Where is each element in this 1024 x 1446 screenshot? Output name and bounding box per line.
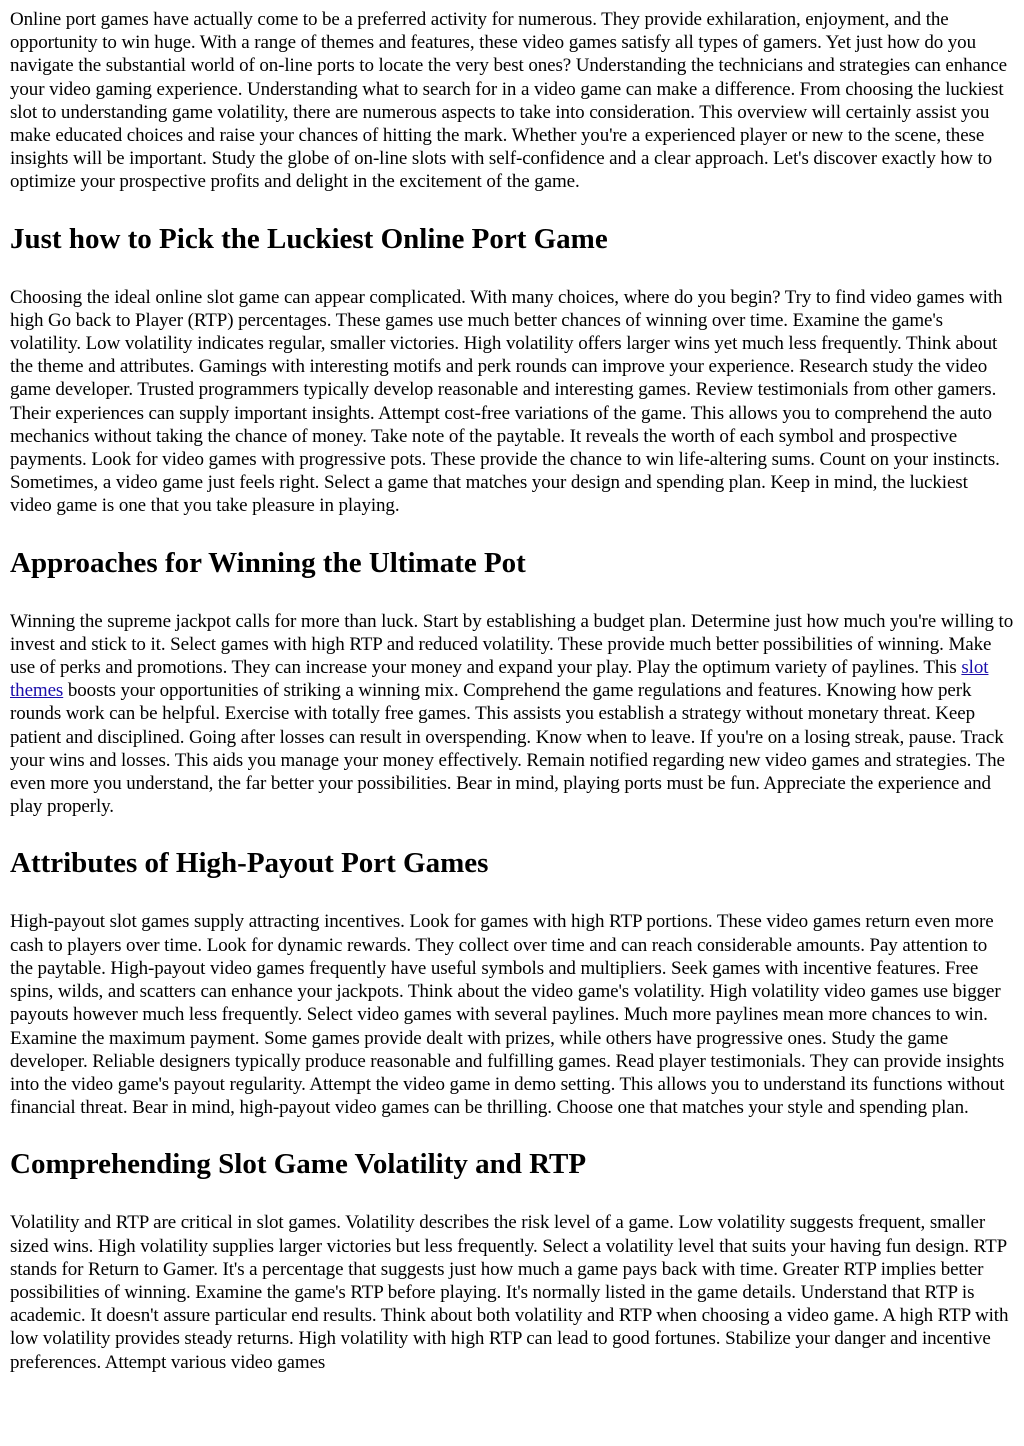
section-body-high-payout: High-payout slot games supply attracting incentives. Look for games with high RTP portions. These video games return even more cash to players over time. Look for dynamic rewards. They collect over time and can reach considerable amounts. Pay attention to the paytable. High-payout video games frequently have useful symbols and multipliers. Seek games with incentive features. Free spins, wilds, and scatters can enhance your jackpots. Think about the video game's volatility. High volatility video games use bigger payouts however much less frequently. Select video games with several paylines. Much more paylines mean more chances to win. Examine the maximum payment. Some games provide dealt with prizes, while others have progressive ones. Study the game developer. Reliable designers typically produce reasonable and fulfilling games. Read player testimonials. They can provide insights into the video game's payout regularity. Attempt the video game in demo setting. This allows you to understand its functions without financial threat. Bear in mind, high-payout video games can be thrilling. Choose one that matches your style and spending plan. [10,911,1005,1119]
section-body-winning-strategies [10,610,1014,819]
section-heading-winning-strategies: Approaches for Winning the Ultimate Pot [10,546,526,579]
section-heading-high-payout: Attributes of High-Payout Port Games [10,847,489,880]
slot-themes-link[interactable]: slot themes [10,657,989,702]
section-body-luckiest-game: Choosing the ideal online slot game can appear complicated. With many choices, where do you begin? Try to find video games with high Go back to Player (RTP) percentages. These games use much better chances of winning over time. Examine the game's volatility. Low volatility indicates regular, smaller victories. High volatility offers larger wins yet much less frequently. Think about the theme and attributes. Gamings with interesting motifs and perk rounds can improve your experience. Research study the video game developer. Trusted programmers typically develop reasonable and interesting games. Review testimonials from other gamers. Their experiences can supply important insights. Attempt cost-free variations of the game. This allows you to comprehend the auto mechanics without taking the chance of money. Take note of the paytable. It reveals the worth of each symbol and prospective payments. Look for video games with progressive pots. These provide the chance to win life-altering sums. Count on your instincts. Sometimes, a video game just feels right. Select a game that matches your design and spending plan. Keep in mind, the luckiest video game is one that you take pleasure in playing. [10,286,1003,517]
section-body-volatility-rtp: Volatility and RTP are critical in slot games. Volatility describes the risk level of a game. Low volatility suggests frequent, smaller sized wins. High volatility supplies larger victories but less frequently. Select a volatility level that suits your having fun design. RTP stands for Return to Gamer. It's a percentage that suggests just how much a game pays back with time. Greater RTP implies better possibilities of winning. Examine the game's RTP before playing. It's normally listed in the game details. Understand that RTP is academic. It doesn't assure particular end results. Think about both volatility and RTP when choosing a video game. A high RTP with low volatility provides steady returns. High volatility with high RTP can lead to good fortunes. Stabilize your danger and incentive preferences. Attempt various video games [10,1212,1009,1373]
body-text-after-link: boosts your opportunities of striking a winning mix. Comprehend the game regulations and features. Knowing how perk rounds work can be helpful. Exercise with totally free games. This assists you establish a strategy without monetary threat. Keep patient and disciplined. Going after losses can result in overspending. Know when to leave. If you're on a losing streak, pause. Track your wins and losses. This aids you manage your money effectively. Remain notified regarding new video games and strategies. The even more you understand, the far better your possibilities. Bear in mind, playing ports must be fun. Appreciate the experience and play properly. [10,680,1005,818]
intro-paragraph: Online port games have actually come to be a preferred activity for numerous. They provide exhilaration, enjoyment, and the opportunity to win huge. With a range of themes and features, these video games satisfy all types of gamers. Yet just how do you navigate the substantial world of on-line ports to locate the very best ones? Understanding the technicians and strategies can enhance your video gaming experience. Understanding what to search for in a video game can make a difference. From choosing the luckiest slot to understanding game volatility, there are numerous aspects to take into consideration. This overview will certainly assist you make educated choices and raise your chances of hitting the mark. Whether you're a experienced player or new to the scene, these insights will be important. Study the globe of on-line slots with self-confidence and a clear approach. Let's discover exactly how to optimize your prospective profits and delight in the excitement of the game. [10,9,1007,193]
section-heading-volatility-rtp: Comprehending Slot Game Volatility and RTP [10,1148,587,1181]
body-text-before-link: Winning the supreme jackpot calls for more than luck. Start by establishing a budget plan. Determine just how much you're willing to invest and stick to it. Select games with high RTP and reduced volatility. These provide much better possibilities of winning. Make use of perks and promotions. They can increase your money and expand your play. Play the optimum variety of paylines. This [10,610,1014,679]
section-heading-luckiest-game: Just how to Pick the Luckiest Online Port Game [10,222,608,255]
